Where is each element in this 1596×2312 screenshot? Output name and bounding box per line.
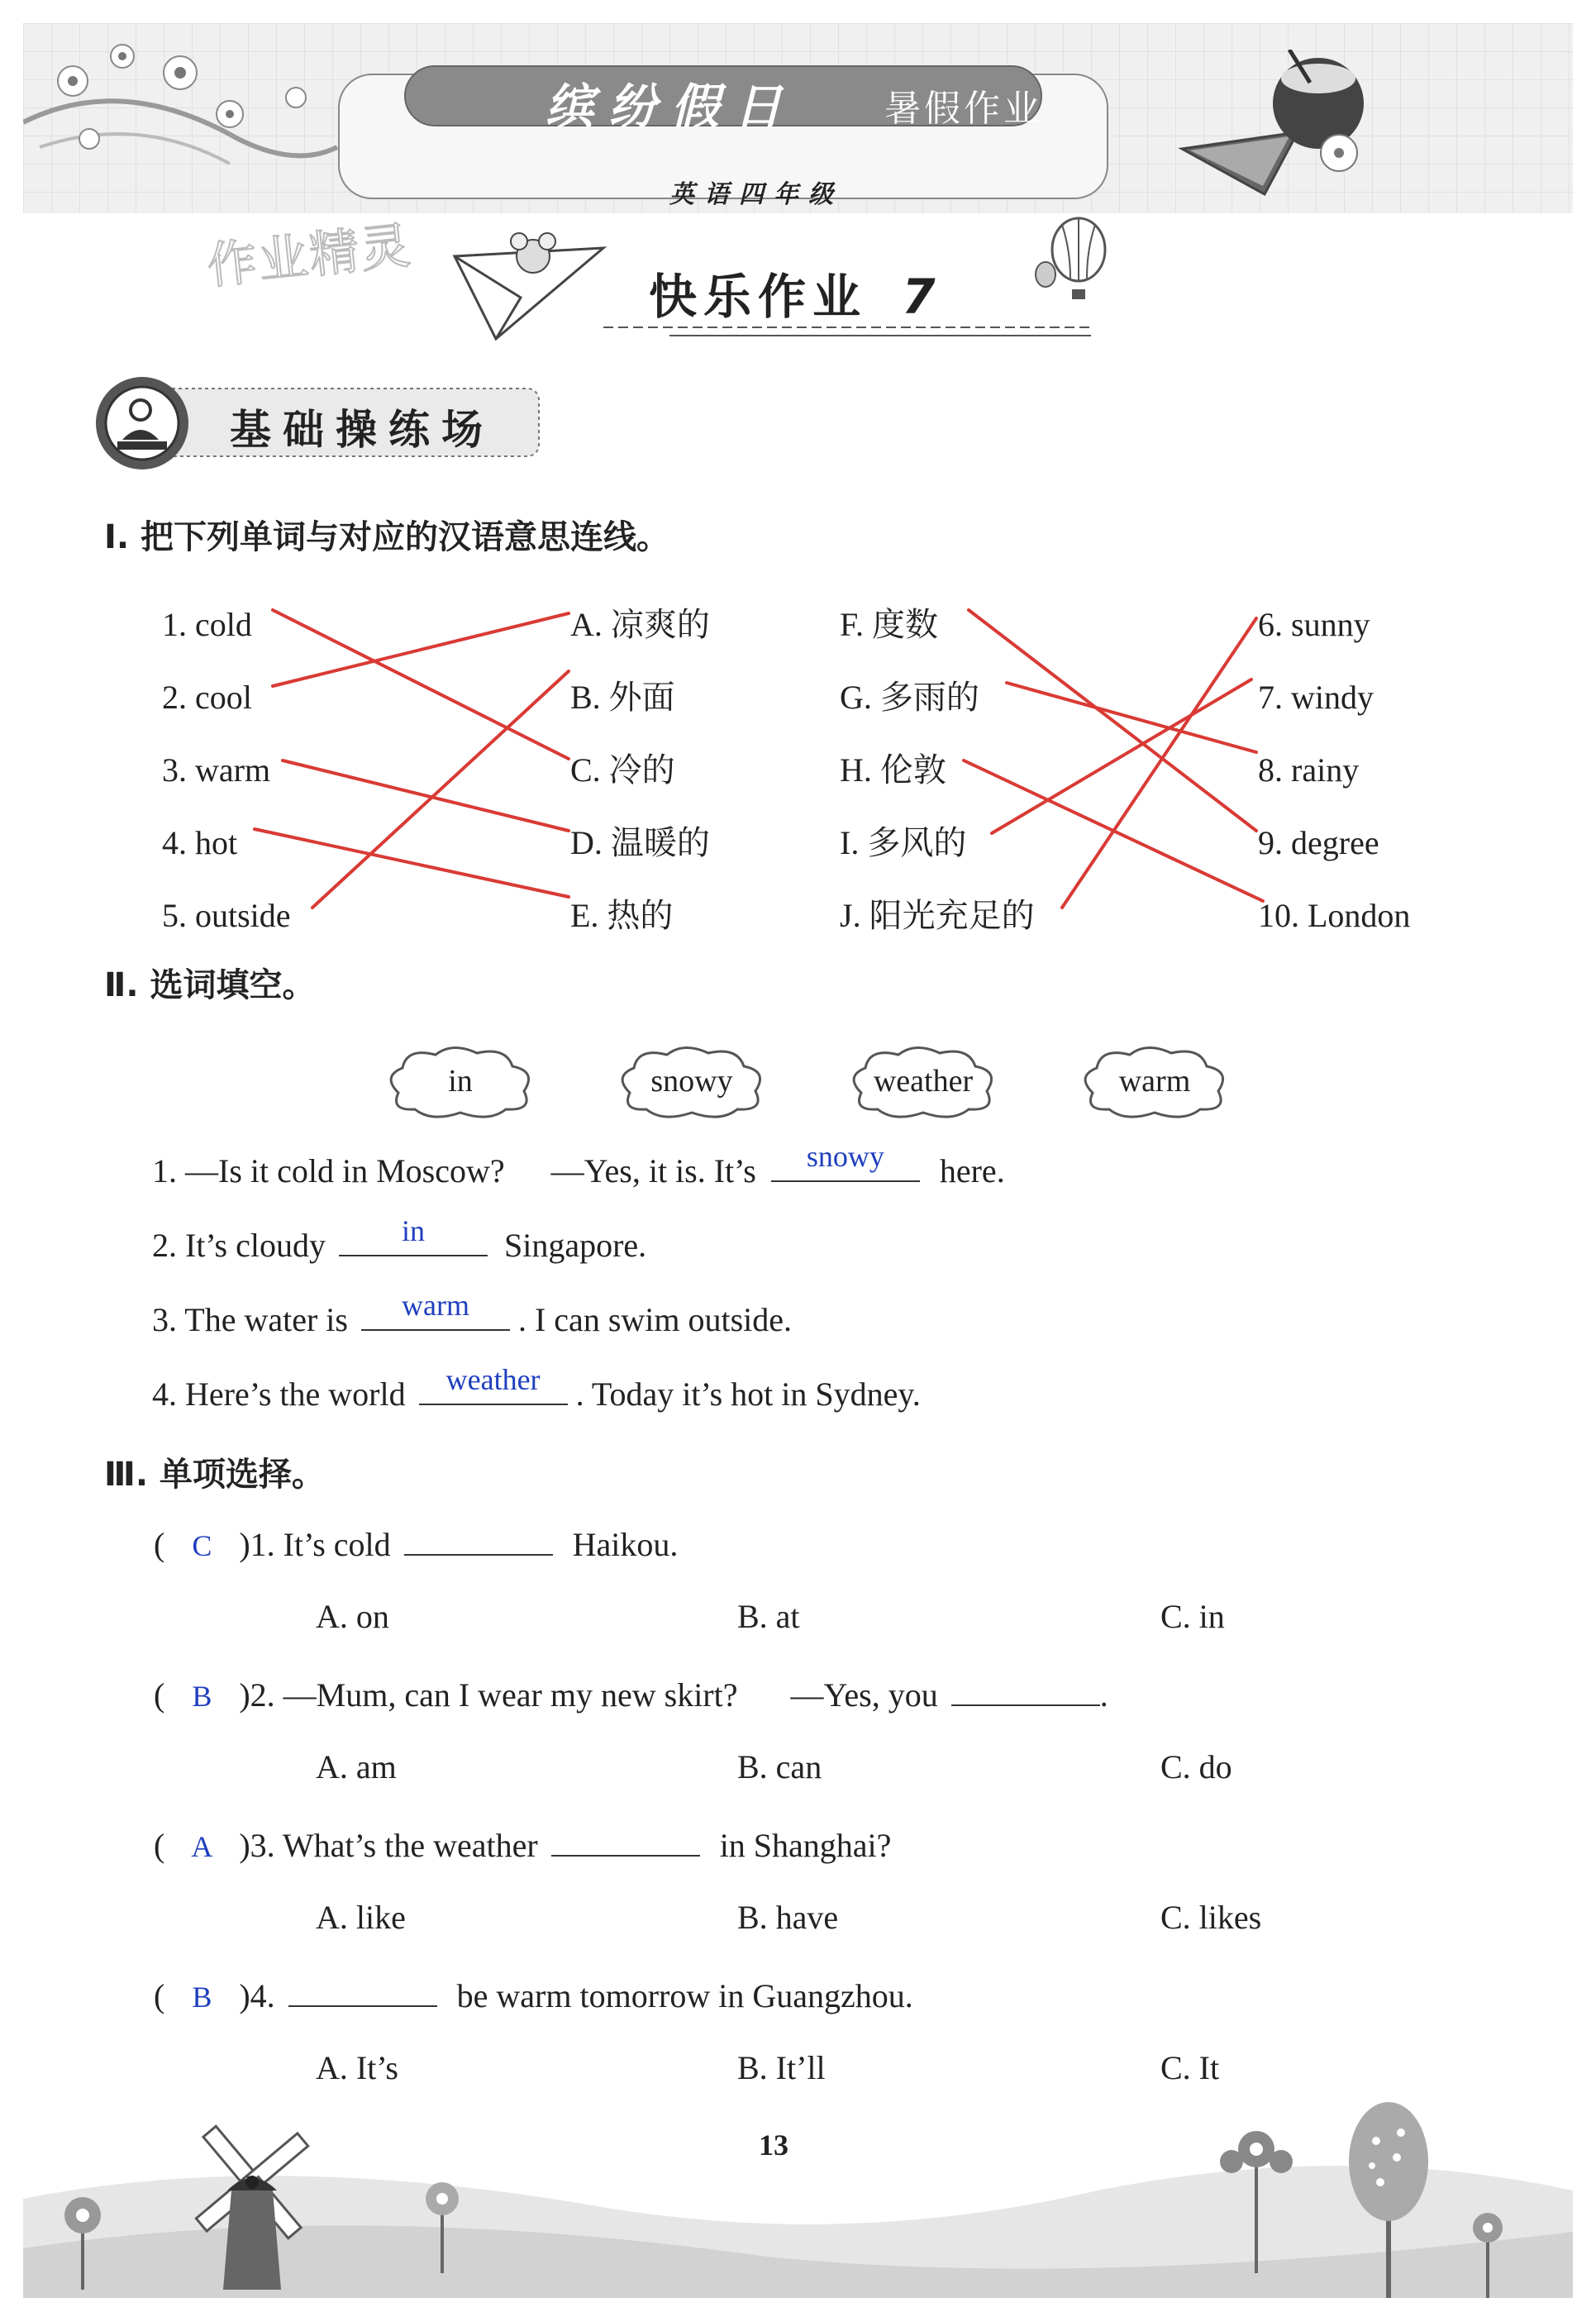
tree-icon <box>1339 2100 1438 2298</box>
mc-q4-option-c[interactable]: C. It <box>1160 2049 1220 2086</box>
mc-q3-paren: ( <box>154 1827 165 1864</box>
fill-q4-text-a: 4. Here’s the world <box>152 1375 406 1413</box>
match-line-outside-b <box>312 671 569 908</box>
mc-q1-option-b[interactable]: B. at <box>737 1598 800 1635</box>
matching-lines <box>0 0 1596 951</box>
mc-q4-paren: ( <box>154 1977 165 2014</box>
mc-question-2 <box>154 1673 1108 1714</box>
grade-label: 英语四年级 <box>669 180 843 209</box>
mc-q2-paren: ( <box>154 1676 165 1714</box>
fill-q4-text-c: . Today it’s hot in Sydney. <box>575 1375 921 1413</box>
fill-q3-answer: warm <box>402 1289 469 1322</box>
mc-q1-paren: ( <box>154 1526 165 1563</box>
fill-q3-text-c: . I can swim outside. <box>517 1301 793 1338</box>
word-bank-cloud-4 <box>1076 1043 1233 1123</box>
part1-heading: Ⅰ. 把下列单词与对应的汉语意思连线。 <box>104 518 670 556</box>
right-meaning-h: H. 伦敦 <box>840 751 946 789</box>
fill-q4-blank[interactable] <box>419 1363 568 1405</box>
match-line-i-7 <box>992 679 1251 833</box>
banner-subtitle: 暑假作业 <box>884 88 1043 130</box>
right-word-7: 7. windy <box>1258 679 1374 716</box>
lesson-title-text: 快乐作业 <box>649 269 868 325</box>
word-bank-snowy: snowy <box>650 1064 733 1099</box>
right-word-8: 8. rainy <box>1258 751 1360 789</box>
right-word-10: 10. London <box>1258 897 1411 934</box>
mc-q4-option-a[interactable]: A. It’s <box>316 2049 398 2086</box>
mc-question-4 <box>154 1974 913 2015</box>
fill-q3-text-a: 3. The water is <box>152 1301 348 1338</box>
mc-q4-stem-b: be warm tomorrow in Guangzhou. <box>456 1977 913 2014</box>
match-line-g-8 <box>1007 683 1256 752</box>
mc-question-3 <box>154 1823 891 1865</box>
part3-heading: Ⅲ. 单项选择。 <box>104 1456 325 1494</box>
mc-q1-answer[interactable]: C <box>192 1529 212 1562</box>
right-meaning-i: I. 多风的 <box>840 824 967 861</box>
fill-q1-text-a: 1. —Is it cold in Moscow? <box>152 1152 505 1189</box>
word-bank-in: in <box>448 1064 473 1099</box>
lesson-number: 7 <box>902 269 942 325</box>
fill-q1-blank[interactable] <box>771 1140 920 1182</box>
mc-q2-stem-a: )2. —Mum, can I wear my new skirt? <box>239 1676 738 1714</box>
mc-q1-option-c[interactable]: C. in <box>1160 1598 1225 1635</box>
fill-question-3 <box>152 1289 793 1339</box>
mc-q3-stem-b: in Shanghai? <box>719 1827 892 1864</box>
match-line-warm-d <box>283 760 569 831</box>
flower-icon-3 <box>1207 2124 1306 2273</box>
mc-q4-stem-a: )4. <box>239 1977 275 2014</box>
mc-q3-stem-a: )3. What’s the weather <box>239 1827 538 1864</box>
banner-main-title: 缤纷假日 <box>545 79 798 135</box>
mc-q1-stem-a: )1. It’s cold <box>239 1526 391 1563</box>
left-meaning-b: B. 外面 <box>570 679 675 716</box>
mc-q3-option-c[interactable]: C. likes <box>1160 1899 1262 1936</box>
fill-q1-text-b: —Yes, it is. It’s <box>550 1152 756 1189</box>
mc-q2-stem-b: —Yes, you <box>790 1676 938 1714</box>
fill-q2-text-c: Singapore. <box>503 1227 647 1264</box>
left-word-3: 3. warm <box>162 751 271 789</box>
fill-question-4 <box>152 1363 921 1413</box>
mc-q3-option-a[interactable]: A. like <box>316 1899 406 1936</box>
mc-q2-option-b[interactable]: B. can <box>737 1748 822 1785</box>
match-line-f-9 <box>969 610 1256 831</box>
word-bank-cloud-1 <box>382 1043 539 1123</box>
fill-q1-text-c: here. <box>939 1152 1005 1189</box>
left-meaning-d: D. 温暖的 <box>570 824 710 861</box>
mc-q2-answer[interactable]: B <box>192 1680 212 1713</box>
left-word-5: 5. outside <box>162 897 291 934</box>
mc-q3-blank <box>551 1823 700 1857</box>
left-meaning-c: C. 冷的 <box>570 751 675 789</box>
match-line-cold-c <box>273 610 569 759</box>
fill-q2-blank[interactable] <box>339 1214 488 1256</box>
mc-q3-answer[interactable]: A <box>191 1830 213 1863</box>
right-word-6: 6. sunny <box>1258 606 1370 643</box>
fill-q4-answer: weather <box>445 1363 541 1396</box>
watermark: 作业精灵 <box>204 217 415 296</box>
mc-q2-blank <box>951 1673 1100 1706</box>
left-meaning-e: E. 热的 <box>570 897 674 934</box>
fill-q2-text-a: 2. It’s cloudy <box>152 1227 326 1264</box>
left-word-4: 4. hot <box>162 824 238 861</box>
left-word-2: 2. cool <box>162 679 252 716</box>
mc-q2-option-a[interactable]: A. am <box>316 1748 397 1785</box>
mc-q1-option-a[interactable]: A. on <box>316 1598 389 1635</box>
mc-q4-option-b[interactable]: B. It’ll <box>737 2049 826 2086</box>
flower-icon-4 <box>1455 2207 1521 2298</box>
flower-icon-1 <box>50 2190 116 2290</box>
fill-question-1 <box>152 1140 1005 1190</box>
right-meaning-j: J. 阳光充足的 <box>840 897 1035 934</box>
mc-q1-stem-b: Haikou. <box>572 1526 679 1563</box>
match-line-hot-e <box>255 829 569 897</box>
mc-q4-blank <box>288 1974 437 2007</box>
match-line-j-6 <box>1062 618 1256 908</box>
mc-q3-option-b[interactable]: B. have <box>737 1899 839 1936</box>
windmill-icon <box>165 2100 347 2298</box>
left-meaning-a: A. 凉爽的 <box>570 606 710 643</box>
mc-q2-option-c[interactable]: C. do <box>1160 1748 1232 1785</box>
part2-heading: Ⅱ. 选词填空。 <box>104 966 316 1004</box>
match-line-cool-a <box>273 613 569 686</box>
word-bank-weather: weather <box>873 1064 974 1099</box>
word-bank-warm: warm <box>1118 1064 1191 1099</box>
page-number: 13 <box>759 2128 788 2162</box>
word-bank-cloud-3 <box>845 1043 1002 1123</box>
right-meaning-f: F. 度数 <box>840 606 939 643</box>
fill-question-2 <box>152 1214 647 1265</box>
mc-q4-answer[interactable]: B <box>192 1981 212 2014</box>
mc-q1-blank <box>404 1523 553 1556</box>
word-bank-cloud-2 <box>613 1043 770 1123</box>
fill-q3-blank[interactable] <box>361 1289 510 1331</box>
section-badge-label: 基础操练场 <box>230 406 494 454</box>
right-meaning-g: G. 多雨的 <box>840 679 979 716</box>
mc-q2-stem-c: . <box>1099 1676 1108 1714</box>
flower-icon-2 <box>413 2174 471 2273</box>
mc-question-1 <box>154 1523 678 1564</box>
fill-q1-answer: snowy <box>806 1140 884 1173</box>
fill-q2-answer: in <box>401 1214 425 1247</box>
right-word-9: 9. degree <box>1258 824 1379 861</box>
left-word-1: 1. cold <box>162 606 252 643</box>
